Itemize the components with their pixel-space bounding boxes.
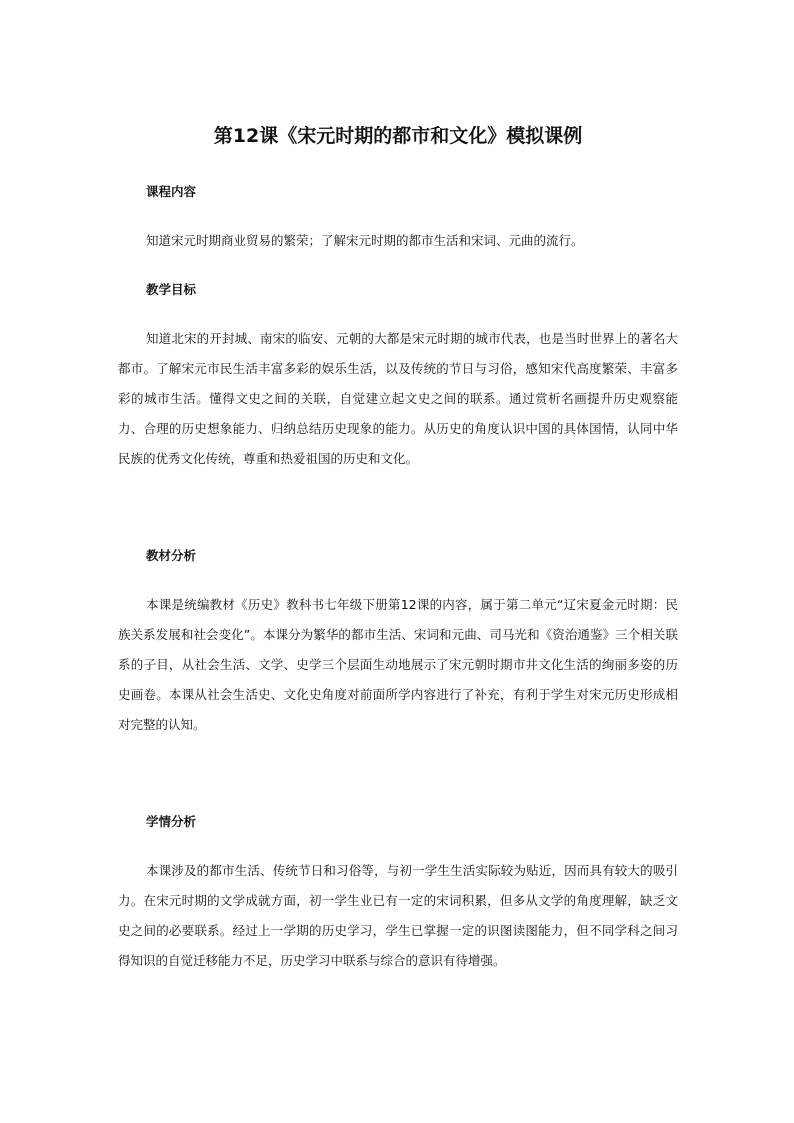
section-body-textbook-analysis: 本课是统编教材《历史》教科书七年级下册第12课的内容，属于第二单元“辽宋夏金元时期：民族关系发展和社会变化”。本课分为繁华的都市生活、宋词和元曲、司马光和《资治通鉴》三个相关联系的子目，从社会生活、文学、史学三个层面生动地展示了宋元朝时期市井文化生活的绚丽多姿的历史画卷。本课从社会生活史、文化史角度对前面所学内容进行了补充，有利于学生对宋元历史形成相对完整的认知。 [118,597,678,732]
section-heading-teaching-goals: 教学目标 [146,282,197,297]
section-body-student-analysis: 本课涉及的都市生活、传统节日和习俗等，与初一学生生活实际较为贴近，因而具有较大的吸引力。在宋元时期的文学成就方面，初一学生业已有一定的宋词积累，但多从文学的角度理解，缺乏文史之间的必要联系。经过上一学期的历史学习，学生已掌握一定的识图读图能力，但不同学科之间习得知识的自觉迁移能力不足，历史学习中联系与综合的意识有待增强。 [118,863,678,968]
section-heading-textbook-analysis: 教材分析 [146,548,197,563]
section-heading-course-content: 课程内容 [146,184,197,199]
section-body-teaching-goals: 知道北宋的开封城、南宋的临安、元朝的大都是宋元时期的城市代表，也是当时世界上的著名大都市。了解宋元市民生活丰富多彩的娱乐生活，以及传统的节日与习俗，感知宋代高度繁荣、丰富多彩的城市生活。懂得文史之间的关联，自觉建立起文史之间的联系。通过赏析名画提升历史观察能力、合理的历史想象能力、归纳总结历史现象的能力。从历史的角度认识中国的具体国情，认同中华民族的优秀文化传统，尊重和热爱祖国的历史和文化。 [118,331,678,466]
section-heading-student-analysis: 学情分析 [146,814,197,829]
section-body-course-content: 知道宋元时期商业贸易的繁荣；了解宋元时期的都市生活和宋词、元曲的流行。 [146,233,584,248]
document-title: 第12课《宋元时期的都市和文化》模拟课例 [213,125,583,147]
